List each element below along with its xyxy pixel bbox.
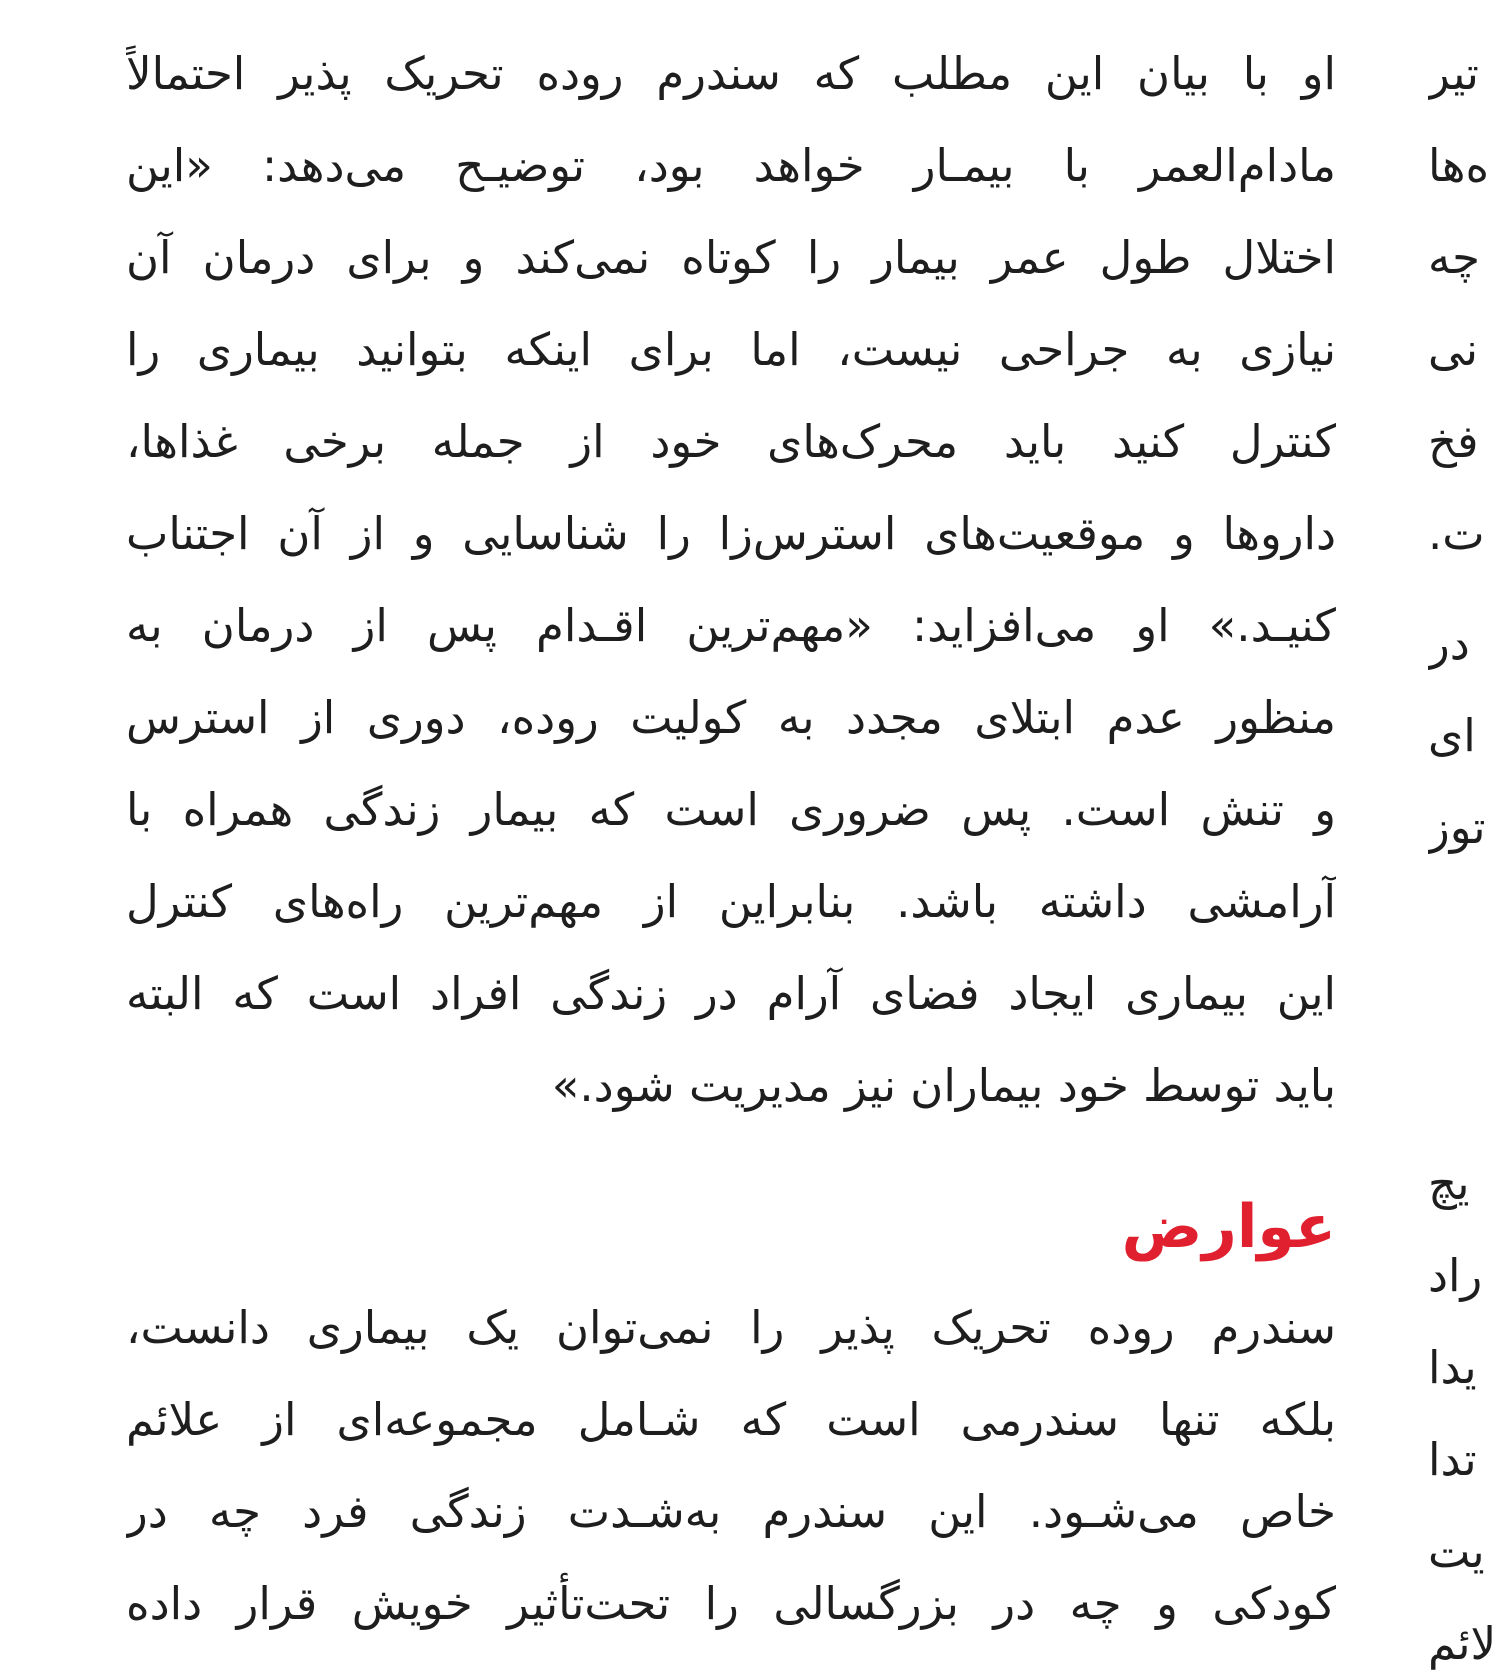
text-line: آرامشی داشته باشد. بنابراین از مهم‌ترین راه‌های کنترل	[126, 875, 1336, 928]
text-line: او با بیان این مطلب که سندرم روده تحریک پذیر احتمالاً	[126, 47, 1336, 100]
column-fragment: فخ	[1428, 415, 1479, 468]
text-line: و تنش است. پس ضروری است که بیمار زندگی همراه با	[126, 783, 1336, 836]
text-line: خاص می‌شـود. این سندرم به‌شـدت زندگی فرد چه در	[126, 1485, 1336, 1538]
text-line: بلکه تنها سندرمی است که شـامل مجموعه‌ای از علائم	[126, 1393, 1336, 1446]
column-fragment: راد	[1428, 1249, 1483, 1302]
section-heading: عوارض	[1121, 1192, 1336, 1262]
column-fragment: یت	[1428, 1525, 1485, 1578]
adjacent-column-cropped	[1428, 28, 1500, 1680]
text-line: منظور عدم ابتلای مجدد به کولیت روده، دوری از استرس	[126, 691, 1336, 744]
column-fragment: یچ	[1428, 1157, 1470, 1210]
column-fragment: در	[1428, 617, 1470, 670]
column-fragment: ای	[1428, 709, 1476, 762]
column-fragment: چه	[1428, 231, 1480, 284]
text-line: اختلال طول عمر بیمار را کوتاه نمی‌کند و برای درمان آن	[126, 231, 1336, 284]
text-line: مادام‌العمر با بیمـار خواهد بود، توضیـح می‌دهد: «این	[126, 139, 1336, 192]
column-fragment: ه‌ها	[1428, 139, 1490, 192]
column-fragment: یدا	[1428, 1341, 1477, 1394]
text-line: داروها و موقعیت‌های استرس‌زا را شناسایی و از آن اجتناب	[126, 507, 1336, 560]
text-line: کنترل کنید باید محرک‌های خود از جمله برخی غذاها،	[126, 415, 1336, 468]
text-line: کودکی و چه در بزرگسالی را تحت‌تأثیر خویش قرار داده	[126, 1577, 1336, 1630]
main-article-column	[126, 28, 1336, 1650]
text-line: سندرم روده تحریک پذیر را نمی‌توان یک بیماری دانست،	[126, 1301, 1336, 1354]
text-line: باید توسط خود بیماران نیز مدیریت شود.»	[551, 1059, 1336, 1112]
column-fragment: لائم	[1428, 1617, 1497, 1670]
text-line: کنیـد.» او می‌افزاید: «مهم‌ترین اقـدام پس از درمان به	[126, 599, 1336, 652]
paragraph-2	[126, 1282, 1336, 1650]
paragraph-1	[126, 28, 1336, 1132]
column-fragment: نی	[1428, 323, 1479, 376]
text-line: نیازی به جراحی نیست، اما برای اینکه بتوانید بیماری را	[126, 323, 1336, 376]
column-fragment: ت.	[1428, 507, 1485, 560]
column-fragment: تدا	[1428, 1433, 1477, 1486]
column-fragment: تیر	[1428, 47, 1479, 100]
text-line: این بیماری ایجاد فضای آرام در زندگی افراد است که البته	[126, 967, 1336, 1020]
column-fragment: توز	[1428, 801, 1486, 854]
